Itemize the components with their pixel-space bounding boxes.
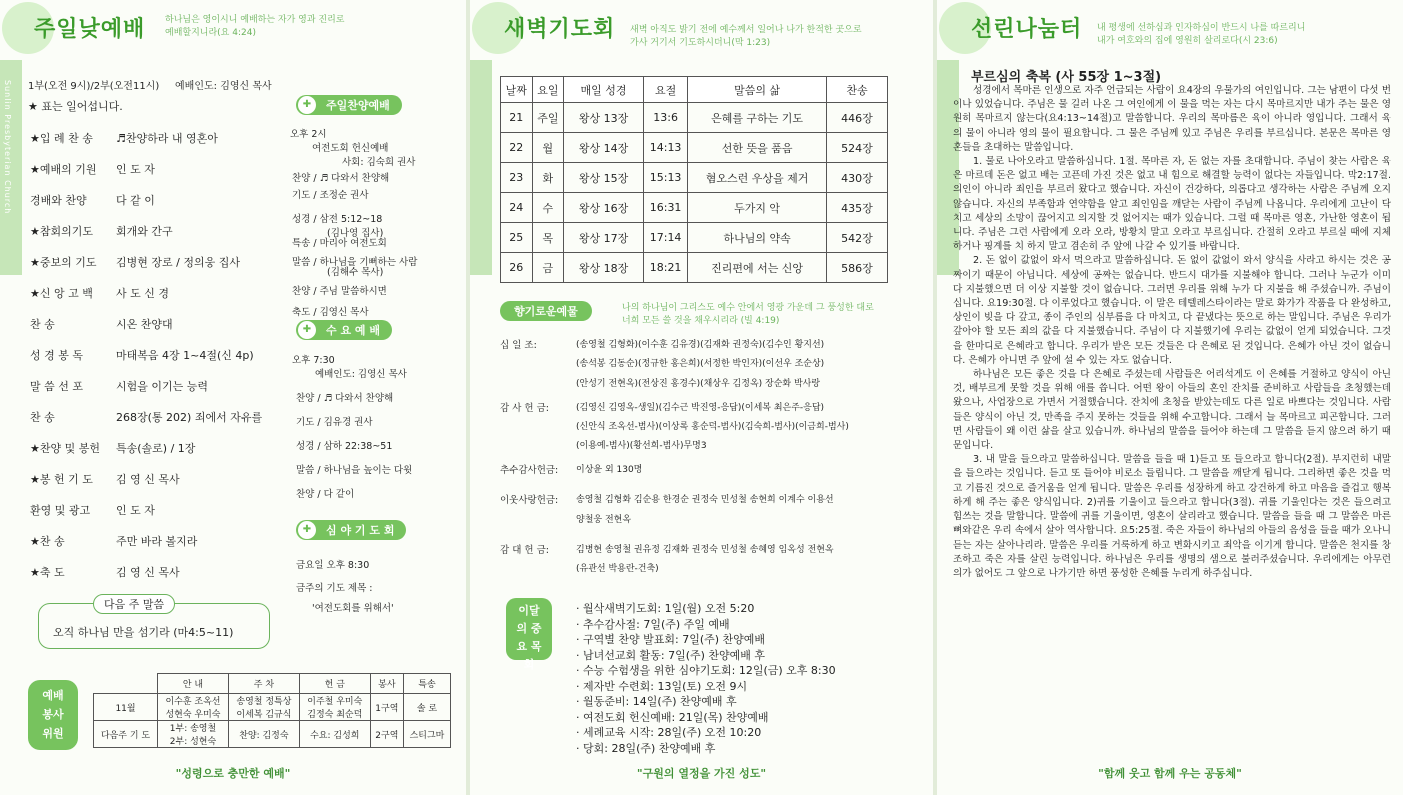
panel-footer: "구원의 열정을 가진 성도" — [636, 767, 767, 780]
schedule-cell: 23 — [501, 163, 533, 193]
schedule-cell: 월 — [532, 133, 564, 163]
friday-topic-label: 금주의 기도 제목 : — [296, 583, 373, 594]
header-verse — [1097, 22, 1305, 48]
schedule-cell: 17:14 — [644, 223, 688, 253]
schedule-cell: 왕상 13장 — [564, 103, 644, 133]
order-value: 인 도 자 — [116, 504, 155, 517]
schedule-cell: 446장 — [826, 103, 887, 133]
panel-header — [0, 0, 466, 60]
dawn-prayer-panel — [470, 0, 933, 795]
offering-category: 감 대 헌 금: — [500, 545, 549, 556]
order-value: 시온 찬양대 — [116, 318, 173, 331]
order-label: ★축 도 — [30, 566, 65, 579]
sermon-paragraph: 3. 내 말을 들으라고 말씀하십니다. 말씀을 들을 때 1)듣고 또 들으라고 합니다(2절). 부지런히 내말을 들으라는 것입니다. 듣고 또 들어야 비로소 들립니다. 그 말씀을 깨닫게 됩니다. 그리하면 좋은 것을 먹고 기름진 것으로 즐거움을 얻게 됩니다. 말씀은 우리를 성장하게 하고 강건하게 하고 마음을 즐겁고 행복하게 해 주는 좋은 양식입니다. 2)귀를 기울이고 들으라고 합니다(3절). 귀를 기울인다는 것은 들으려고 힘쓰는 것을 말합니다. 말씀에 귀를 기울이면, 영혼이 살리라고 했습니다. 말씀을 들을 때 그 말씀은 마른 뼈와같은 우리 속에서 살아 역사합니다. 요5:25절. 죽은 자들이 하나님의 아들의 음성을 들을 때가 오나니 듣는 자는 살아나리라. 말씀은 우리를 거룩하게 하고 변화시키고 죄악을 이기게 합니다. 말씀은 천지를 창조하고 죽은 자를 살린 능력입니다. 하나님은 우리를 생명의 샘으로 불러주셨습니다. 우리에게는 아무런 의가 없어도 그 앞으로 나가기만 하면 풍성한 은혜를 누리게 하주십니다. — [953, 454, 1391, 579]
duty-cell: 1부: 송영철 2부: 성현숙 — [158, 721, 229, 748]
duty-header: 특송 — [403, 674, 450, 694]
order-label: ★중보의 기도 — [30, 256, 97, 269]
header-verse — [630, 24, 862, 50]
side-stripe — [470, 60, 492, 275]
sermon-paragraph: 하나님은 모든 좋은 것을 다 은혜로 주셨는데 사람들은 어리석게도 이 은혜를 거절하고 양식이 아닌 것, 배부르게 못할 것을 위해 애를 씁니다. 어떤 왕이 아들의 혼인 잔치를 준비하고 사람들을 초청했는데 왔으나, 사업장으로 가면서 거절했습니다. 잔치에 초청을 받았는데도 다른 일로 바쁘다는 것입니다. 사람들은 양식이 아닌 것, 만족을 주지 못하는 것들을 위해 수고합니다. 그래서 늘 목마르고 피곤합니다. 그러면 사람들이 왜 이런 삶을 살고 있습니까. 하나님의 말씀을 들어야 하는데 그 말씀을 듣지 않으려 하기 때문입니다. — [953, 369, 1391, 452]
offering-badge: 향기로운예물 — [500, 301, 592, 321]
header-verse — [165, 14, 345, 40]
schedule-cell: 주일 — [532, 103, 564, 133]
sermon-panel — [937, 0, 1403, 795]
duty-cell: 이수훈 조옥선 성현숙 우미숙 — [158, 694, 229, 721]
wednesday-item: 성경 / 삼하 22:38~51 — [296, 441, 393, 452]
notice-item: · 남녀선교회 활동: 7일(주) 찬양예배 후 — [576, 648, 766, 662]
schedule-cell: 24 — [501, 193, 533, 223]
order-value: 회개와 간구 — [116, 225, 173, 238]
schedule-cell: 목 — [532, 223, 564, 253]
schedule-row — [501, 253, 888, 283]
schedule-row — [501, 163, 888, 193]
duty-cell: 이주철 우미숙 김정숙 최순덕 — [299, 694, 370, 721]
panel-title: 주일낮예배 — [34, 17, 146, 42]
order-label: ★찬양 및 봉헌 — [30, 442, 100, 455]
duty-cell: 수요: 김성희 — [299, 721, 370, 748]
offering-names: (안성기 전현옥)(전상진 홍경수)(채상우 김정옥) 장순화 박사랑 — [576, 379, 821, 389]
offering-names: 김병현 송영철 권유정 김재화 권정숙 민성철 송혜영 임옥성 전현옥 — [576, 545, 834, 555]
afternoon-time: 오후 2시 — [290, 129, 327, 140]
order-value: 특송(솔로) / 1장 — [116, 442, 196, 455]
order-value: 김 영 신 목사 — [116, 566, 180, 579]
church-icon: ✚ — [298, 96, 316, 114]
schedule-cell: 왕상 15장 — [564, 163, 644, 193]
notice-item: · 당회: 28일(주) 찬양예배 후 — [576, 741, 716, 755]
schedule-cell: 586장 — [826, 253, 887, 283]
order-label: 환영 및 광고 — [30, 504, 91, 517]
schedule-cell: 542장 — [826, 223, 887, 253]
panel-header — [937, 0, 1403, 60]
sermon-body — [953, 84, 1391, 581]
panel-title: 새벽기도회 — [504, 17, 616, 42]
offering-category: 감 사 헌 금: — [500, 403, 549, 414]
church-watermark: Sunlin Presbyterian Church — [3, 80, 12, 215]
order-value: 마태복음 4장 1~4절(신 4p) — [116, 349, 254, 362]
panel-title: 선린나눔터 — [971, 17, 1083, 42]
afternoon-mc: 사회: 김숙희 권사 — [342, 157, 416, 168]
panel-footer: "성령으로 충만한 예배" — [175, 767, 291, 780]
offering-names: (김영신 김영옥-생일)(김수근 박진영-응답)(이세복 최은주-응답) — [576, 403, 825, 413]
duty-cell: 송영철 정특상 이세복 김규식 — [228, 694, 299, 721]
schedule-cell: 25 — [501, 223, 533, 253]
order-label: 찬 송 — [30, 411, 55, 424]
schedule-cell: 16:31 — [644, 193, 688, 223]
order-value: 268장(통 202) 죄에서 자유를 — [116, 411, 263, 424]
verse-line-1: 하나님은 영이시니 예배하는 자가 영과 진리로 — [165, 15, 345, 25]
notice-item: · 추수감사절: 7일(주) 주일 예배 — [576, 617, 730, 631]
schedule-header: 찬송 — [826, 77, 887, 103]
afternoon-service-badge: ✚ 주일찬양예배 — [296, 95, 402, 115]
verse-line-2: 예배할지니라(요 4:24) — [165, 28, 256, 38]
notice-item: · 월삭새벽기도회: 1일(월) 오전 5:20 — [576, 602, 755, 615]
verse-line-1: 나의 하나님이 그리스도 예수 안에서 영광 가운데 그 풍성한 대로 — [622, 303, 874, 313]
volunteer-table — [93, 673, 451, 748]
schedule-cell: 26 — [501, 253, 533, 283]
duty-cell: 11월 — [94, 694, 158, 721]
order-label: ★예배의 기원 — [30, 163, 97, 176]
schedule-header: 매일 성경 — [564, 77, 644, 103]
schedule-cell: 왕상 17장 — [564, 223, 644, 253]
afternoon-host: 여전도회 헌신예배 — [312, 143, 389, 154]
offering-names: (유관선 박용란-건축) — [576, 564, 659, 574]
notice-item: · 제자반 수련회: 13일(토) 오전 9시 — [576, 679, 748, 693]
schedule-header: 말씀의 삶 — [688, 77, 827, 103]
schedule-cell: 22 — [501, 133, 533, 163]
order-value: 김 영 신 목사 — [116, 473, 180, 486]
verse-line-2: 가사 거기서 기도하시더니(막 1:23) — [630, 38, 771, 48]
monthly-label: 이달의 중요 목회 — [506, 598, 552, 660]
order-label: ★참회의기도 — [30, 225, 93, 238]
worship-panel — [0, 0, 466, 795]
order-value: 주만 바라 볼지라 — [116, 535, 198, 548]
schedule-cell: 18:21 — [644, 253, 688, 283]
schedule-cell: 혐오스런 우상을 제거 — [688, 163, 827, 193]
side-stripe — [0, 60, 22, 275]
standing-note: ★ 표는 일어섭니다. — [28, 100, 123, 113]
verse-line-1: 새벽 아직도 밝기 전에 예수께서 일어나 나가 한적한 곳으로 — [630, 25, 862, 35]
schedule-row — [501, 133, 888, 163]
schedule-header: 요절 — [644, 77, 688, 103]
sermon-paragraph: 1. 물로 나아오라고 말씀하십니다. 1절. 목마른 자, 돈 없는 자를 초대합니다. 주님이 찾는 사람은 육은 마르데 돈은 없고 배는 고픈데 가진 것은 없고 내 힘으로 해결할 능력이 없다는 자들입니다. 막2:17절. 의인이 아니라 죄인을 부르러 왔다고 했습니다. 자신이 건강하다, 의롭다고 생각하는 사람은 주님께 오지 않습니다. 자신의 부족함과 연약함을 알고 죄인임을 깨닫는 사람이 주님께 나옵니다. 우리에게 고난이 닥치고 세상의 소망이 끊어지고 의지할 것 없어지는 때가 있습니다. 그럴 때 목마른 영혼, 가난한 영혼이 됩니다. 주님은 그런 사람에게 오라 오라, 방황치 말고 오라고 부르십니다. 간절히 오라고 부르실 때에 지체하거나 핑계를 치 하지 말고 겸손히 주 앞에 나갈 수 있기를 바랍니다. — [953, 156, 1391, 253]
afternoon-item: 기도 / 조정순 권사 — [292, 190, 369, 201]
sermon-paragraph: 2. 돈 없이 값없이 와서 먹으라고 말씀하십니다. 돈 없이 값없이 와서 양식을 사라고 하시는 것은 공짜이기 때문이 아닙니다. 세상에 공짜는 없습니다. 반드시 대가를 지불해야 합니다. 그러나 누군가 이미 다 지불했으면 더 이상 지불할 것이 없습니다. 그러면 우리를 위해 누가 다 지불을 해 주셨습니까. 주님이십니다. 요19:30절. 다 이루었다고 했습니다. 이 말은 테텔레스타이라는 말로 화가가 작품을 다 완성하고, 상인이 빚을 다 갚고, 종이 주인의 심부름을 다 마치고, 다 끝냈다는 뜻으로 하는 말입니다. 주님은 우리가 갚아야 할 모든 죄의 값을 다 지불했습니다. 주님이 다 지불했기에 우리는 값없이 얻게 되었습니다. 그것을 한마디로 은혜라고 합니다. 우리가 받은 모든 것들은 다 은혜로 된 것입니다. 은혜가 아닌 것이 없습니다. 은혜가 아니면 주 앞에 설 수 있는 자도 없습니다. — [953, 255, 1391, 366]
notice-item: · 세례교육 시작: 28일(주) 오전 10:20 — [576, 726, 762, 739]
duty-cell: 찬양: 김정숙 — [228, 721, 299, 748]
schedule-cell: 13:6 — [644, 103, 688, 133]
schedule-cell: 왕상 14장 — [564, 133, 644, 163]
afternoon-item: 축도 / 김영신 목사 — [292, 307, 369, 318]
schedule-cell: 15:13 — [644, 163, 688, 193]
offering-category: 이웃사랑헌금: — [500, 495, 559, 506]
duty-header: 헌 금 — [299, 674, 370, 694]
order-value: ♬찬양하라 내 영혼아 — [116, 132, 218, 145]
church-icon: ✚ — [298, 521, 316, 539]
next-week-text: 오직 하나님 만을 섬기라 (마4:5~11) — [53, 626, 234, 639]
wednesday-item: 찬양 / 다 같이 — [296, 489, 355, 500]
verse-line-1: 내 평생에 선하심과 인자하심이 반드시 나를 따르리니 — [1097, 23, 1306, 33]
order-label: ★신 앙 고 백 — [30, 287, 93, 300]
offering-verse — [622, 302, 874, 328]
offering-names: 이상윤 외 130명 — [576, 465, 643, 475]
order-value: 김병현 장로 / 정의웅 집사 — [116, 256, 240, 269]
friday-prayer-badge: ✚ 심 야 기 도 회 — [296, 520, 406, 540]
notice-item: · 월동준비: 14일(주) 찬양예배 후 — [576, 695, 737, 708]
afternoon-item: 찬양 / ♬ 다와서 찬양해 — [292, 173, 390, 184]
schedule-row — [501, 223, 888, 253]
notice-item: · 구역별 찬양 발표회: 7일(주) 찬양예배 — [576, 633, 766, 646]
schedule-cell: 금 — [532, 253, 564, 283]
wednesday-item: 찬양 / ♬ 다와서 찬양해 — [296, 393, 394, 404]
offering-names: (신안식 조옥선-범사)(이상록 홍순덕-범사)(김숙희-범사)(이금희-범사) — [576, 422, 849, 432]
duty-header: 안 내 — [158, 674, 229, 694]
schedule-cell: 524장 — [826, 133, 887, 163]
schedule-cell: 수 — [532, 193, 564, 223]
schedule-header: 날짜 — [501, 77, 533, 103]
next-week-title: 다음 주 말씀 — [93, 594, 175, 614]
order-value: 시험을 이기는 능력 — [116, 380, 209, 393]
order-value: 사 도 신 경 — [116, 287, 169, 300]
service-leader: 예배인도: 김영신 목사 — [175, 81, 272, 92]
order-label: 성 경 봉 독 — [30, 349, 83, 362]
schedule-cell: 두가지 악 — [688, 193, 827, 223]
wednesday-item: 기도 / 김유경 권사 — [296, 417, 373, 428]
order-label: 찬 송 — [30, 318, 55, 331]
offering-category: 추수감사헌금: — [500, 465, 559, 476]
next-week-box — [38, 598, 270, 649]
wednesday-time: 오후 7:30 — [292, 355, 335, 366]
offering-names: 양철웅 전현옥 — [576, 515, 632, 525]
schedule-row — [501, 193, 888, 223]
offering-names: (송영철 김형화)(이수훈 김유경)(김재화 권정숙)(김수인 황지선) — [576, 340, 825, 350]
volunteer-label: 예배 봉사 위원 — [28, 680, 78, 750]
afternoon-item: 성경 / 삼전 5:12~18 — [292, 214, 383, 225]
schedule-cell: 진리편에 서는 신앙 — [688, 253, 827, 283]
duty-cell: 다음주 기 도 — [94, 721, 158, 748]
order-label: ★봉 헌 기 도 — [30, 473, 93, 486]
schedule-cell: 하나님의 약속 — [688, 223, 827, 253]
order-value: 다 같 이 — [116, 194, 155, 207]
duty-header: 봉사 — [370, 674, 403, 694]
schedule-cell: 왕상 18장 — [564, 253, 644, 283]
afternoon-item: 말씀 / 하나님을 기뻐하는 사람 — [292, 257, 418, 268]
panel-footer: "함께 웃고 함께 우는 공동체" — [1098, 767, 1242, 780]
friday-topic: '여전도회를 위해서' — [312, 603, 394, 614]
order-value: 인 도 자 — [116, 163, 155, 176]
schedule-cell: 21 — [501, 103, 533, 133]
church-icon: ✚ — [298, 321, 316, 339]
schedule-cell: 화 — [532, 163, 564, 193]
order-label: 경배와 찬양 — [30, 194, 87, 207]
notice-item: · 수능 수험생을 위한 심야기도회: 12일(금) 오후 8:30 — [576, 664, 836, 677]
friday-time: 금요일 오후 8:30 — [296, 560, 370, 571]
sermon-paragraph: 성경에서 목마른 인생으로 자주 언급되는 사람이 요4장의 우물가의 여인입니다. 그는 남편이 다섯 번이나 있었습니다. 주님은 물 길러 나온 그 여인에게 이 물을 먹는 자는 다시 목마르지만 내가 주는 물은 영원히 목마르지 않는다(요4:13~14절)고 말씀합니다. 우리의 목마름은 육이 아니라 영입니다. 그래서 육의 물이 아니라 영의 물이 필요합니다. 그 물은 주님께 있고 주님은 우리를 부르십니다. 본문은 목마른 영혼들을 초대하는 말씀입니다. — [953, 85, 1391, 153]
wednesday-leader: 예배인도: 김영신 목사 — [315, 369, 407, 380]
offering-names: (송석봉 김동순)(정규한 홍은희)(서정한 박인자)(이선우 조순상) — [576, 359, 825, 369]
schedule-cell: 은혜를 구하는 기도 — [688, 103, 827, 133]
verse-line-2: 내가 여호와의 집에 영원히 살리로다(시 23:6) — [1097, 36, 1278, 46]
schedule-cell: 435장 — [826, 193, 887, 223]
notice-item: · 여전도회 헌신예배: 21일(목) 찬양예배 — [576, 710, 769, 724]
order-label: 말 씀 선 포 — [30, 380, 83, 393]
afternoon-item: (김나영 집사) — [327, 228, 384, 239]
panel-header — [470, 0, 933, 60]
schedule-header: 요일 — [532, 77, 564, 103]
offering-category: 십 일 조: — [500, 340, 537, 351]
schedule-cell: 14:13 — [644, 133, 688, 163]
schedule-cell: 선한 뜻을 품음 — [688, 133, 827, 163]
schedule-cell: 430장 — [826, 163, 887, 193]
duty-cell: 1구역 — [370, 694, 403, 721]
offering-names: 송영철 김형화 김순용 한경순 권정숙 민성철 송현희 이계수 이용선 — [576, 495, 834, 505]
sermon-heading: 부르심의 축복 (사 55장 1~3절) — [971, 70, 1162, 85]
duty-cell: 2구역 — [370, 721, 403, 748]
afternoon-item: 찬양 / 주님 말씀하시면 — [292, 286, 387, 297]
duty-cell: 솔 로 — [403, 694, 450, 721]
afternoon-item: 특송 / 마리아 여전도회 — [292, 238, 387, 249]
offering-names: (이용예-범사)(황선희-범사)무명3 — [576, 441, 707, 451]
verse-line-2: 너희 모든 쓸 것을 채우시리라 (빌 4:19) — [622, 316, 780, 326]
afternoon-item: (김해수 목사) — [327, 267, 384, 278]
service-times: 1부(오전 9시)/2부(오전11시) — [28, 81, 160, 92]
bible-reading-table — [500, 76, 888, 283]
duty-header: 주 차 — [228, 674, 299, 694]
schedule-row — [501, 103, 888, 133]
wednesday-service-badge: ✚ 수 요 예 배 — [296, 320, 392, 340]
schedule-cell: 왕상 16장 — [564, 193, 644, 223]
wednesday-item: 말씀 / 하나님을 높이는 다윗 — [296, 465, 413, 476]
duty-cell: 스티그마 — [403, 721, 450, 748]
order-label: ★찬 송 — [30, 535, 65, 548]
order-label: ★입 례 찬 송 — [30, 132, 93, 145]
